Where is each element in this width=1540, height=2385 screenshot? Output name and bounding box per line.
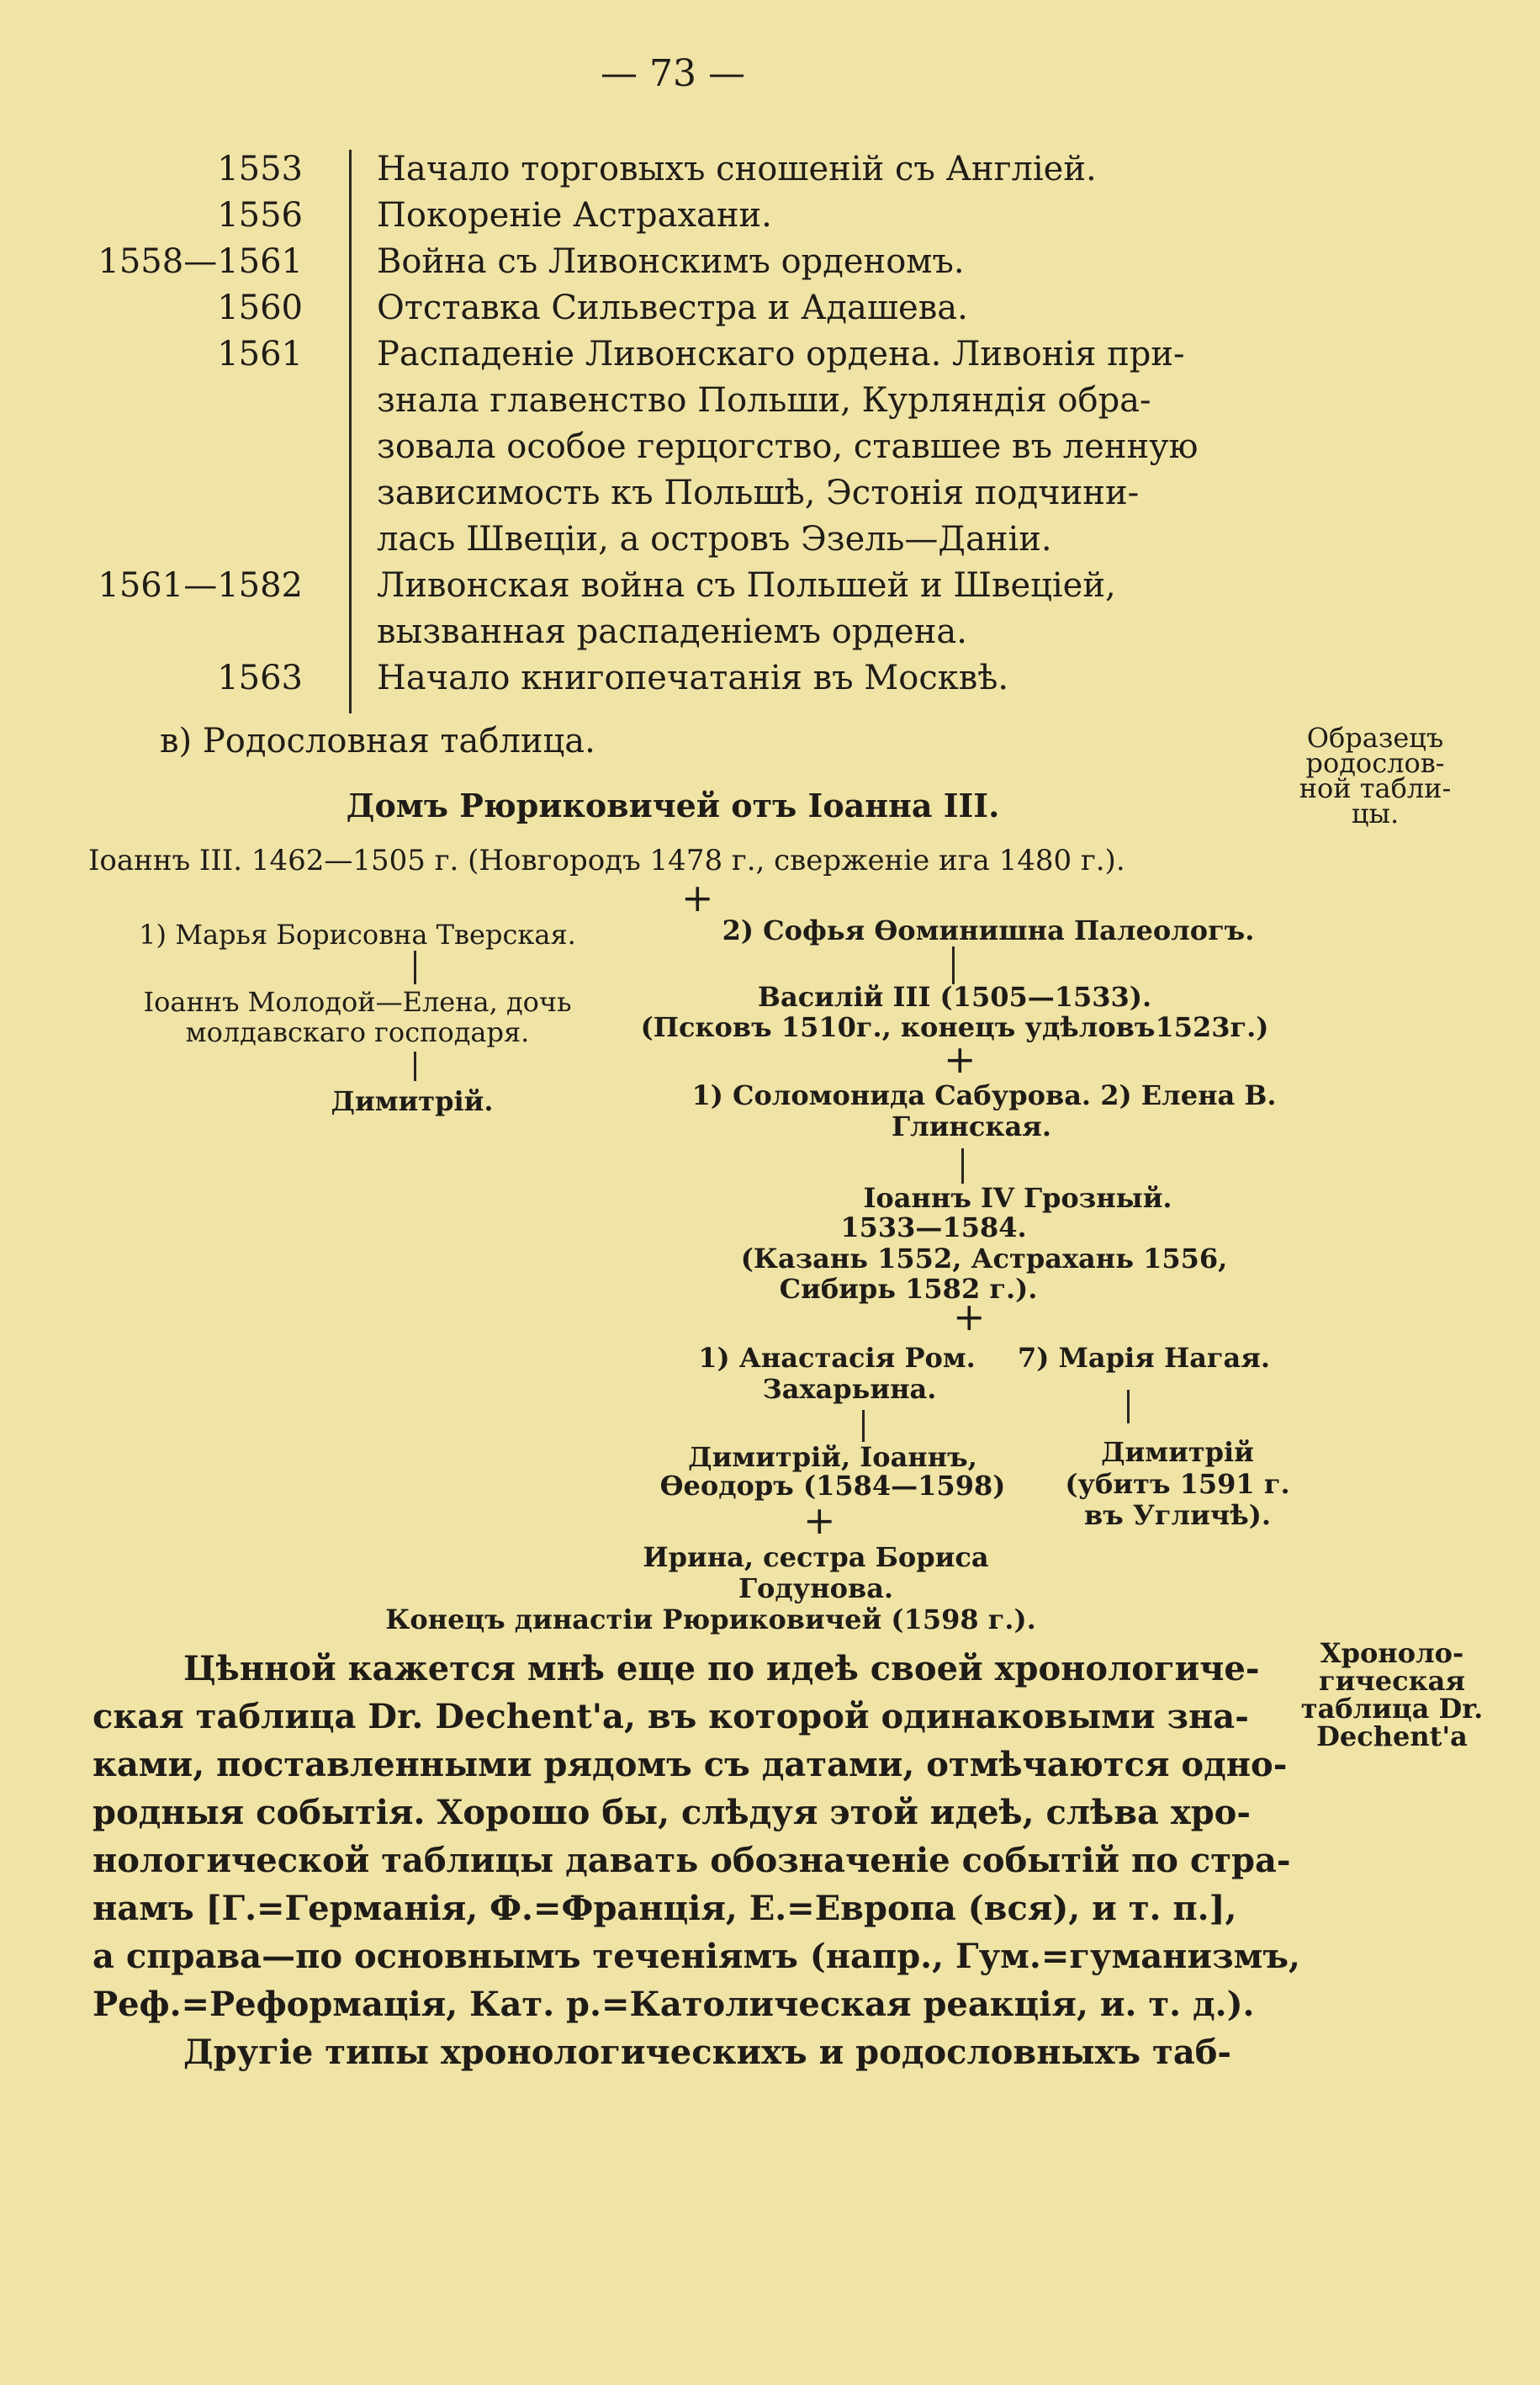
paragraph-line: Другіе типы хронологическихъ и родословныхъ таб-	[183, 2033, 1232, 2072]
page-number: — 73 —	[601, 52, 745, 95]
chronology-event: Начало книгопечатанія въ Москвѣ.	[377, 659, 1009, 697]
chronology-event: Распаденіе Ливонскаго ордена. Ливонія при-	[377, 335, 1185, 374]
tree-connector	[961, 1148, 964, 1184]
vasily-line-2: (Псковъ 1510г., конецъ удѣловъ1523г.)	[640, 1011, 1269, 1043]
paragraph-line: намъ [Г.=Германія, Ф.=Франція, Е.=Европа (вся), и т. п.],	[93, 1889, 1237, 1928]
margin-note-line: Хроноло-	[1320, 1637, 1464, 1669]
ivan4-line-4: Сибирь 1582 г.).	[779, 1273, 1038, 1305]
margin-note-line: гическая	[1318, 1665, 1466, 1697]
chronology-year: 1561—1582	[98, 566, 303, 605]
dimitry: Димитрій.	[331, 1085, 494, 1117]
tree-title: Домъ Рюриковичей отъ Іоанна III.	[346, 787, 1000, 824]
tree-connector	[414, 1052, 416, 1081]
margin-note-line: таблица Dr.	[1300, 1693, 1484, 1725]
ivan4-line-1: Іоаннъ IV Грозный.	[863, 1182, 1172, 1214]
dimitry-uglich-line-3: въ Угличѣ).	[1084, 1499, 1271, 1531]
chronology-event: Покореніе Астрахани.	[377, 196, 772, 235]
vasily-wives-line-1: 1) Соломонида Сабурова. 2) Елена В.	[691, 1079, 1277, 1111]
chronology-event: знала главенство Польши, Курляндія обра-	[377, 381, 1151, 420]
ivan4-wife1-line-2: Захарьина.	[762, 1373, 937, 1405]
sons-line-1: Димитрій, Іоаннъ,	[688, 1441, 977, 1473]
marriage-plus: +	[681, 875, 714, 920]
section-label: в) Родословная таблица.	[160, 722, 595, 761]
marriage-plus: +	[803, 1497, 836, 1543]
chronology-year: 1558—1561	[98, 242, 303, 281]
irina-line-1: Ирина, сестра Бориса	[643, 1541, 989, 1573]
sons-line-2: Ѳеодоръ (1584—1598)	[659, 1470, 1006, 1502]
chronology-event: лась Швеціи, а островъ Эзель—Даніи.	[377, 520, 1052, 559]
chronology-year: 1556	[217, 196, 303, 235]
chronology-year: 1553	[217, 150, 303, 188]
tree-connector	[862, 1410, 865, 1442]
margin-note-line: Образецъ	[1306, 722, 1444, 754]
irina-line-2: Годунова.	[738, 1572, 894, 1604]
tree-connector	[952, 946, 955, 984]
chronology-year: 1560	[217, 289, 303, 327]
vasily-wives-line-2: Глинская.	[892, 1110, 1051, 1142]
dynasty-end: Конецъ династіи Рюриковичей (1598 г.).	[385, 1603, 1036, 1635]
chronology-event: Отставка Сильвестра и Адашева.	[377, 289, 968, 327]
chronology-event: зависимость къ Польшѣ, Эстонія подчини-	[377, 474, 1140, 512]
marriage-plus: +	[944, 1036, 976, 1082]
ioann-young-line-2: молдавскаго господаря.	[185, 1016, 530, 1048]
paragraph-line: а справа—по основнымъ теченіямъ (напр., Гум.=гуманизмъ,	[93, 1937, 1300, 1976]
paragraph-line: родныя событія. Хорошо бы, слѣдуя этой идеѣ, слѣва хро-	[93, 1793, 1251, 1832]
paragraph-line: ская таблица Dr. Dechent'а, въ которой одинаковыми зна-	[93, 1697, 1249, 1736]
chronology-event: Война съ Ливонскимъ орденомъ.	[377, 242, 965, 281]
ivan4-line-3: (Казань 1552, Астрахань 1556,	[740, 1243, 1228, 1275]
margin-note-line: цы.	[1351, 798, 1400, 829]
margin-note-line: ной табли-	[1299, 772, 1452, 804]
ivan4-wife7: 7) Марія Нагая.	[1017, 1342, 1271, 1374]
chronology-event: вызванная распаденіемъ ордена.	[377, 612, 967, 651]
ivan4-line-2: 1533—1584.	[840, 1211, 1027, 1243]
dimitry-uglich-line-1: Димитрій	[1101, 1436, 1254, 1468]
chronology-year: 1563	[217, 659, 303, 697]
tree-root: Іоаннъ III. 1462—1505 г. (Новгородъ 1478 г., сверженіе ига 1480 г.).	[88, 844, 1125, 877]
tree-connector	[414, 951, 416, 984]
dimitry-uglich-line-2: (убитъ 1591 г.	[1065, 1468, 1290, 1500]
ivan4-wife1-line-1: 1) Анастасія Ром.	[698, 1342, 976, 1374]
paragraph-line: Реф.=Реформація, Кат. р.=Католическая реакція, и. т. д.).	[93, 1985, 1255, 2024]
margin-note-line: Dechent'а	[1316, 1720, 1468, 1752]
vasily-line-1: Василій III (1505—1533).	[757, 981, 1152, 1013]
margin-note-line: родослов-	[1305, 747, 1445, 779]
paragraph-line: нологической таблицы давать обозначеніе событій по стра-	[93, 1841, 1291, 1880]
ioann-young-line-1: Іоаннъ Молодой—Елена, дочь	[143, 986, 572, 1018]
chronology-divider	[349, 150, 352, 713]
paragraph-line: Цѣнной кажется мнѣ еще по идеѣ своей хронологиче-	[183, 1649, 1260, 1688]
tree-connector	[1127, 1390, 1130, 1423]
wife-1: 1) Марья Борисовна Тверская.	[139, 919, 576, 951]
marriage-plus: +	[953, 1294, 986, 1339]
chronology-event: Начало торговыхъ сношеній съ Англіей.	[377, 150, 1097, 188]
chronology-year: 1561	[217, 335, 303, 374]
chronology-event: Ливонская война съ Польшей и Швеціей,	[377, 566, 1116, 605]
paragraph-line: ками, поставленными рядомъ съ датами, отмѣчаются одно-	[93, 1745, 1288, 1784]
wife-2: 2) Софья Ѳоминишна Палеологъ.	[722, 914, 1255, 946]
chronology-event: зовала особое герцогство, ставшее въ ленную	[377, 427, 1199, 466]
